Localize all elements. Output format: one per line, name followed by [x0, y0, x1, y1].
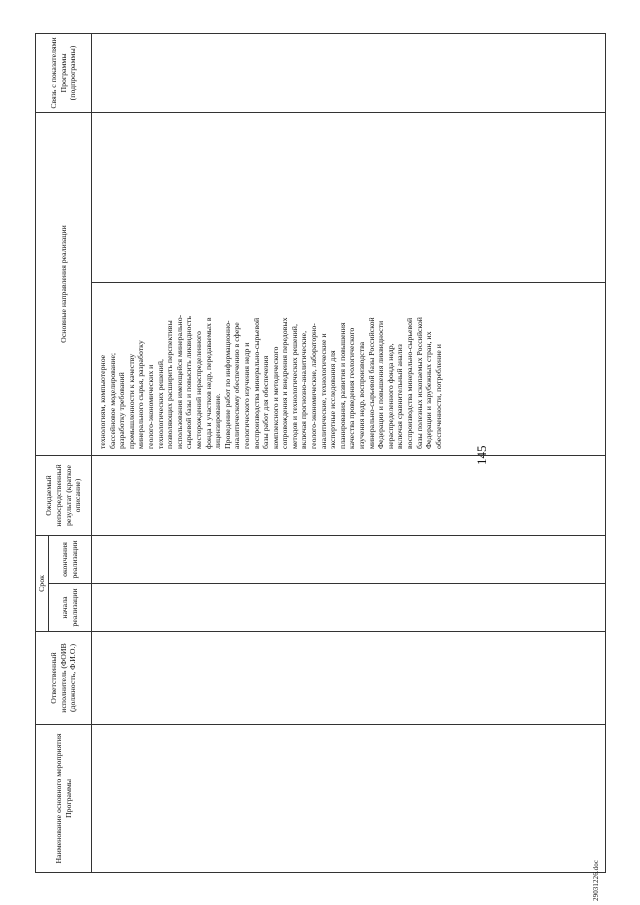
- directions-line: нераспределенного фонда недр,: [385, 343, 395, 449]
- cell-blank: [92, 112, 606, 282]
- directions-line: бассейновое моделирование;: [107, 352, 117, 449]
- directions-text: [98, 286, 443, 449]
- directions-line: технологических решений,: [155, 359, 165, 449]
- directions-line: геолого-экономические, лабораторно-: [309, 323, 319, 449]
- header-directions: Основные направления реализации: [36, 112, 92, 455]
- directions-line: качества проведения геологического: [347, 327, 357, 449]
- directions-line: использования имеющейся минерально-: [174, 314, 184, 449]
- directions-line: Федерации и повышения ликвидности: [376, 320, 386, 449]
- directions-line: аналитическому обеспечению в сфере: [232, 322, 242, 449]
- directions-line: аналитические, технологические и: [318, 333, 328, 449]
- directions-line: сопровождения и внедрения передовых: [280, 317, 290, 449]
- header-executor: Ответственный исполнитель (ФОИВ (должность, Ф.И.О.): [36, 632, 92, 725]
- directions-line: разработку требований: [117, 372, 127, 449]
- directions-line: фонда и участков недр, передаваемых в: [203, 317, 213, 449]
- directions-line: лицензирование.: [213, 393, 223, 449]
- cell-executor: [92, 632, 606, 725]
- directions-line: экспертные исследования для: [328, 350, 338, 449]
- header-term: Срок: [36, 535, 49, 631]
- header-term-end: окончания реализации: [49, 535, 92, 583]
- header-link: Связь с показателями Программы (подпрограммы): [36, 33, 92, 112]
- directions-line: промышленности к качеству: [126, 353, 136, 449]
- directions-line: позволяющих расширить перспективы: [165, 320, 175, 449]
- directions-line: технологиям, компьютерное: [98, 354, 107, 449]
- directions-line: комплексного и методического: [270, 346, 280, 449]
- cell-term-end: [92, 535, 606, 583]
- directions-line: планирования, развития и повышения: [337, 322, 347, 449]
- directions-line: базы полезных ископаемых Российской: [414, 317, 424, 449]
- directions-line: геологического изучения недр и: [241, 342, 251, 449]
- table-row: [92, 33, 606, 872]
- document-reference: 29031226.doc: [592, 859, 600, 901]
- directions-line: Федерации и зарубежных стран, их: [424, 331, 434, 449]
- directions-line: воспроизводства минерально-сырьевой: [405, 317, 414, 449]
- directions-line: обеспеченности, потребление и: [433, 344, 443, 449]
- header-term-start: начала реализации: [49, 584, 92, 632]
- directions-line: включая сравнительный анализ: [395, 344, 405, 449]
- cell-term-start: [92, 584, 606, 632]
- header-event-name: Наименование основного мероприятия Программы: [36, 725, 92, 873]
- directions-line: геолого-экономических и: [145, 364, 155, 449]
- directions-line: месторождений нераспределенного: [193, 331, 203, 449]
- directions-line: воспроизводства минерально-сырьевой: [251, 317, 261, 449]
- header-result: Ожидаемый непосредственный результат (краткое описание): [36, 455, 92, 535]
- directions-line: базы работ для обеспечения: [261, 355, 271, 449]
- directions-line: Проведение работ по информационно-: [222, 320, 232, 449]
- cell-result: [92, 455, 606, 535]
- page-number: 145: [474, 445, 489, 465]
- directions-line: сырьевой базы и повысить ликвидность: [184, 316, 194, 449]
- directions-line: изучения недр, воспроизводства: [357, 341, 367, 449]
- directions-line: методов и технологических решений,: [289, 324, 299, 449]
- directions-line: минерально-сырьевой базы Российской: [366, 317, 376, 449]
- cell-event-name: [92, 725, 606, 873]
- program-events-table: [35, 33, 606, 873]
- directions-line: минерального сырья, разработку: [136, 340, 146, 449]
- cell-link: [92, 33, 606, 112]
- cell-directions: [92, 282, 606, 455]
- directions-line: включая прогнозно-аналитические,: [299, 330, 309, 449]
